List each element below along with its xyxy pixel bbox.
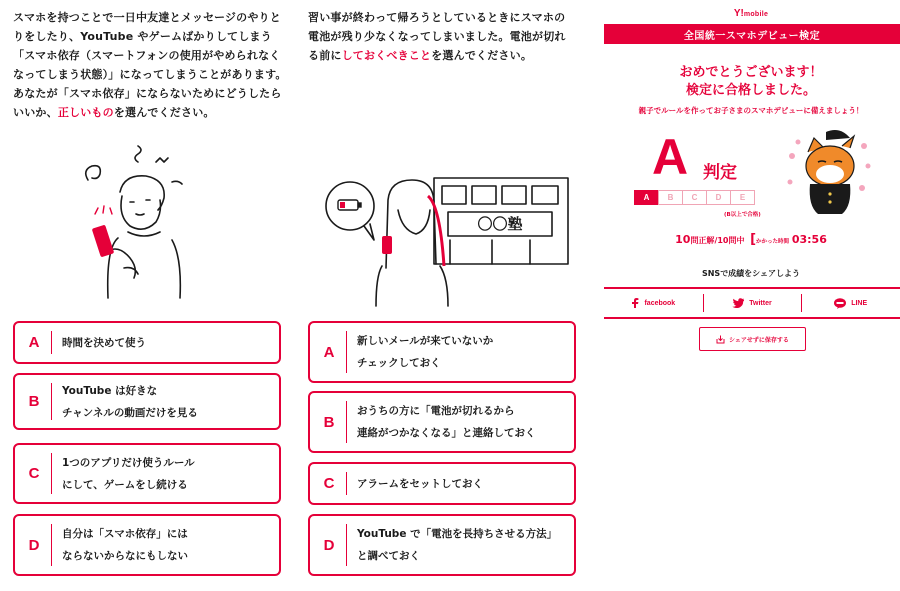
juku-sign-text: 〇〇塾 xyxy=(477,215,523,233)
choice-a[interactable] xyxy=(13,321,281,364)
choice-text-line1: YouTube で「電池を長持ちさせる方法」 xyxy=(357,528,558,540)
choice-text-line2: チェックしておく xyxy=(357,357,441,369)
share-title: SNSで成績をシェアしよう xyxy=(701,269,801,278)
choice-letter: D xyxy=(28,536,40,554)
pass-note: (B以上で合格) xyxy=(724,212,761,218)
time-value: 03:56 xyxy=(791,233,827,246)
question-panel-1 xyxy=(0,0,292,591)
choice-text-line2: と調べておく xyxy=(357,550,420,562)
share-bar xyxy=(604,287,900,319)
choice-letter: A xyxy=(323,343,335,361)
share-twitter-label: Twitter xyxy=(749,299,772,307)
question-panel-2 xyxy=(300,0,590,591)
choice-text-line2: ならないからなにもしない xyxy=(62,550,188,562)
share-facebook-label: facebook xyxy=(644,299,676,307)
result-panel xyxy=(602,0,900,591)
choice-text-line2: にして、ゲームをし続ける xyxy=(62,478,188,491)
choice-text: アラームをセットしておく xyxy=(357,477,483,490)
question-1-text: スマホを持つことで一日中友達とメッセージのやりとりをしたり、YouTube やゲームばかりしてしまう「スマホ依存（スマートフォンの使用がやめられなくなってしまう状態）」になってしまうことがあります。あなたが「スマホ依存」にならないためにどうしたらいいか、正しいものを選んでください。 xyxy=(13,11,287,119)
choice-a[interactable] xyxy=(308,321,576,383)
share-twitter-button[interactable] xyxy=(703,289,802,317)
choice-d[interactable] xyxy=(308,514,576,576)
total-label: 問中 xyxy=(728,236,745,245)
girl-with-low-battery-illustration xyxy=(320,170,575,310)
score-summary: 10問正解/10問中 [かかった時間 03:56 xyxy=(675,232,827,247)
save-without-sharing-button[interactable] xyxy=(699,327,806,351)
choice-text-line1: 1つのアプリだけ使うルール xyxy=(62,456,195,469)
facebook-icon xyxy=(631,298,639,308)
grade-scale-e: E xyxy=(730,190,755,205)
choice-d[interactable] xyxy=(13,514,281,576)
grade-scale-c: C xyxy=(682,190,707,205)
grade-scale-a: A xyxy=(634,190,659,205)
choice-text-line1: YouTube は好きな xyxy=(62,384,158,397)
exam-title-banner: 全国統一スマホデビュー検定 xyxy=(604,24,900,44)
share-line-button[interactable] xyxy=(801,289,900,317)
choice-c[interactable] xyxy=(308,462,576,505)
choice-text-line1: おうちの方に「電池が切れるから xyxy=(357,405,515,417)
grade-scale-d: D xyxy=(706,190,731,205)
choice-b[interactable] xyxy=(308,391,576,453)
congrats-message: おめでとうございます！ 検定に合格しました。 xyxy=(679,65,823,98)
question-2-text: 習い事が終わって帰ろうとしているときにスマホの電池が残り少なくなってしまいました。電池が切れる前にしておくべきことを選んでください。 xyxy=(308,11,566,62)
choice-letter: A xyxy=(28,334,40,351)
choice-letter: C xyxy=(28,465,40,482)
correct-label: 問正解 xyxy=(690,236,715,245)
advice-text: 親子でルールを作ってお子さまのスマホデビューに備えましょう！ xyxy=(638,106,864,115)
choice-text: 時間を決めて使う xyxy=(62,336,146,349)
download-icon xyxy=(716,335,725,344)
choice-letter: B xyxy=(28,393,40,410)
grade-scale xyxy=(634,190,754,205)
choice-text-line2: 連絡がつかなくなる」と連絡しておく xyxy=(357,427,536,439)
choice-text-line2: チャンネルの動画だけを見る xyxy=(62,406,198,419)
cat-mascot-image xyxy=(784,126,874,221)
twitter-icon xyxy=(732,298,744,308)
choice-b[interactable] xyxy=(13,373,281,430)
boy-with-phone-illustration xyxy=(80,140,190,310)
choice-letter: D xyxy=(323,536,335,554)
time-label: かかった時間 xyxy=(756,239,790,245)
line-icon xyxy=(834,298,846,309)
choice-letter: B xyxy=(323,413,335,431)
choice-text-line1: 新しいメールが来ていないか xyxy=(357,335,494,347)
choice-text-line1: 自分は「スマホ依存」には xyxy=(62,528,188,540)
grade-scale-b: B xyxy=(658,190,683,205)
save-label: シェアせずに保存する xyxy=(729,336,789,344)
share-facebook-button[interactable] xyxy=(604,289,703,317)
ymobile-logo: Y!mobile xyxy=(733,8,769,19)
correct-count: 10 xyxy=(675,233,691,246)
choice-c[interactable] xyxy=(13,443,281,504)
grade-suffix: 判定 xyxy=(703,163,737,183)
choice-letter: C xyxy=(323,475,335,492)
total-count: /10 xyxy=(714,236,729,245)
share-line-label: LINE xyxy=(851,299,868,307)
grade-letter: A xyxy=(652,129,689,185)
